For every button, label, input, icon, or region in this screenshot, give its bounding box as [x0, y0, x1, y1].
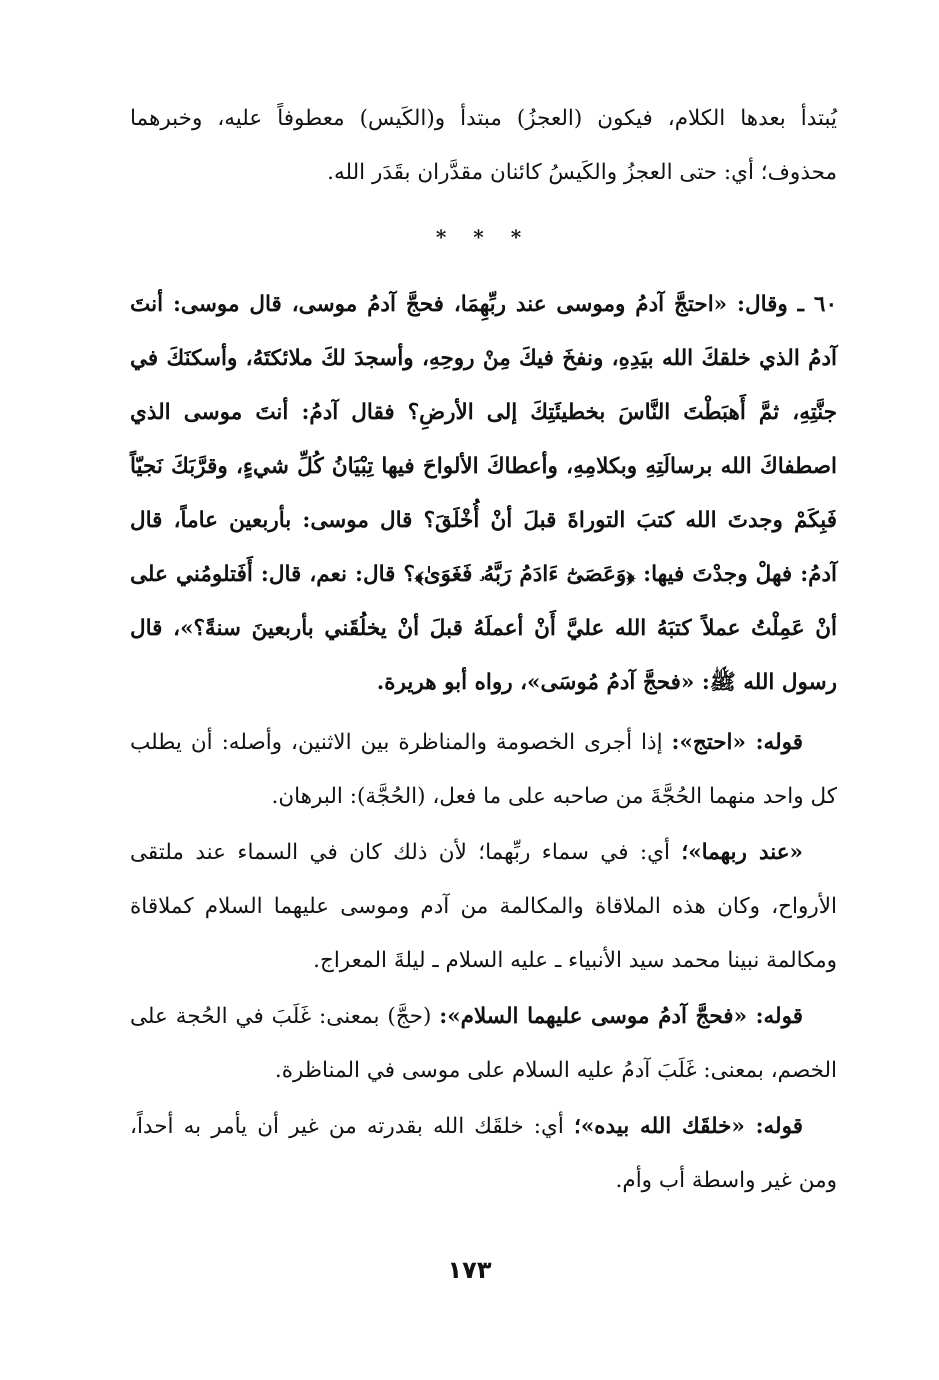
commentary-lead: قوله: «احتج»: [671, 730, 803, 755]
commentary-text: أي: في سماء ربِّهما؛ لأن ذلك كان في السماء عند ملتقى الأرواح، وكان هذه الملاقاة والمكالمة من آدم وموسى عليهما السلام كملاقاة ومكالمة نبينا محمد سيد الأنبياء ـ عليه السلام ـ ليلةَ المعراج. [130, 840, 837, 973]
section-separator: * * * [435, 225, 532, 249]
page-body [130, 92, 837, 1208]
commentary-paragraph-1 [130, 716, 837, 824]
commentary-paragraph-3 [130, 990, 837, 1098]
commentary-text: إذا أجرى الخصومة والمناظرة بين الاثنين، وأصله: أن يطلب كل واحد منهما الحُجَّةَ من صاحبه على ما فعل، (الحُجَّة): البرهان. [130, 730, 837, 809]
commentary-paragraph-4 [130, 1100, 837, 1208]
commentary-text: أي: خلقَك الله بقدرته من غير أن يأمر به أحداً، ومن غير واسطة أب وأم. [130, 1114, 837, 1193]
commentary-text: (حجَّ) بمعنى: غَلَبَ في الحُجة على الخصم، بمعنى: غَلَبَ آدمُ عليه السلام على موسى في المناظرة. [130, 1004, 837, 1083]
commentary-lead: قوله: «فحجَّ آدمُ موسى عليهما السلام»: [439, 1004, 803, 1029]
intro-paragraph: يُبتدأ بعدها الكلام، فيكون (العجزُ) مبتدأ و(الكَيس) معطوفاً عليه، وخبرهما محذوف؛ أي: حتى العجزُ والكَيسُ كائنان مقدَّران بقَدَر الله. [130, 106, 837, 185]
page-number: ١٧٣ [447, 1256, 492, 1284]
hadith-60-paragraph: ٦٠ ـ وقال: «احتجَّ آدمُ وموسى عند ربِّهِمَا، فحجَّ آدمُ موسى، قال موسى: أنتَ آدمُ الذي خلقكَ الله بيَدِهِ، ونفخَ فيكَ مِنْ روحِهِ، وأسجدَ لكَ ملائكتَهُ، وأسكنَكَ في جنَّتِهِ، ثمَّ أَهبَطْتَ النَّاسَ بخطيئَتِكَ إلى الأرضِ؟ فقال آدمُ: أنتَ موسى الذي اصطفاكَ الله برسالَتِهِ وبكلامِهِ، وأعطاكَ الألواحَ فيها تِبْيَانُ كُلِّ شيءٍ، وقرَّبَكَ نَجيّاً فَبِكَمْ وجدتَ الله كتبَ التوراةَ قبلَ أنْ أُخْلَقَ؟ قال موسى: بأربعين عاماً، قال آدمُ: فهلْ وجدْتَ فيها: ﴿وَعَصَىٰٓ ءَادَمُ رَبَّهُۥ فَغَوَىٰ﴾؟ قال: نعم، قال: أَفَتلومُني على أنْ عَمِلْتُ عملاً كتبَهُ الله عليَّ أَنْ أعملَهُ قبلَ أنْ يخلُقَني بأربعينَ سنةً؟»، قال رسول الله ﷺ: «فحجَّ آدمُ مُوسَى»، رواه أبو هريرة. [130, 292, 837, 695]
commentary-paragraph-2 [130, 826, 837, 988]
commentary-lead: قوله: «خلقَك الله بيده»؛ [573, 1114, 803, 1139]
commentary-lead: «عند ربهما»؛ [681, 840, 803, 865]
